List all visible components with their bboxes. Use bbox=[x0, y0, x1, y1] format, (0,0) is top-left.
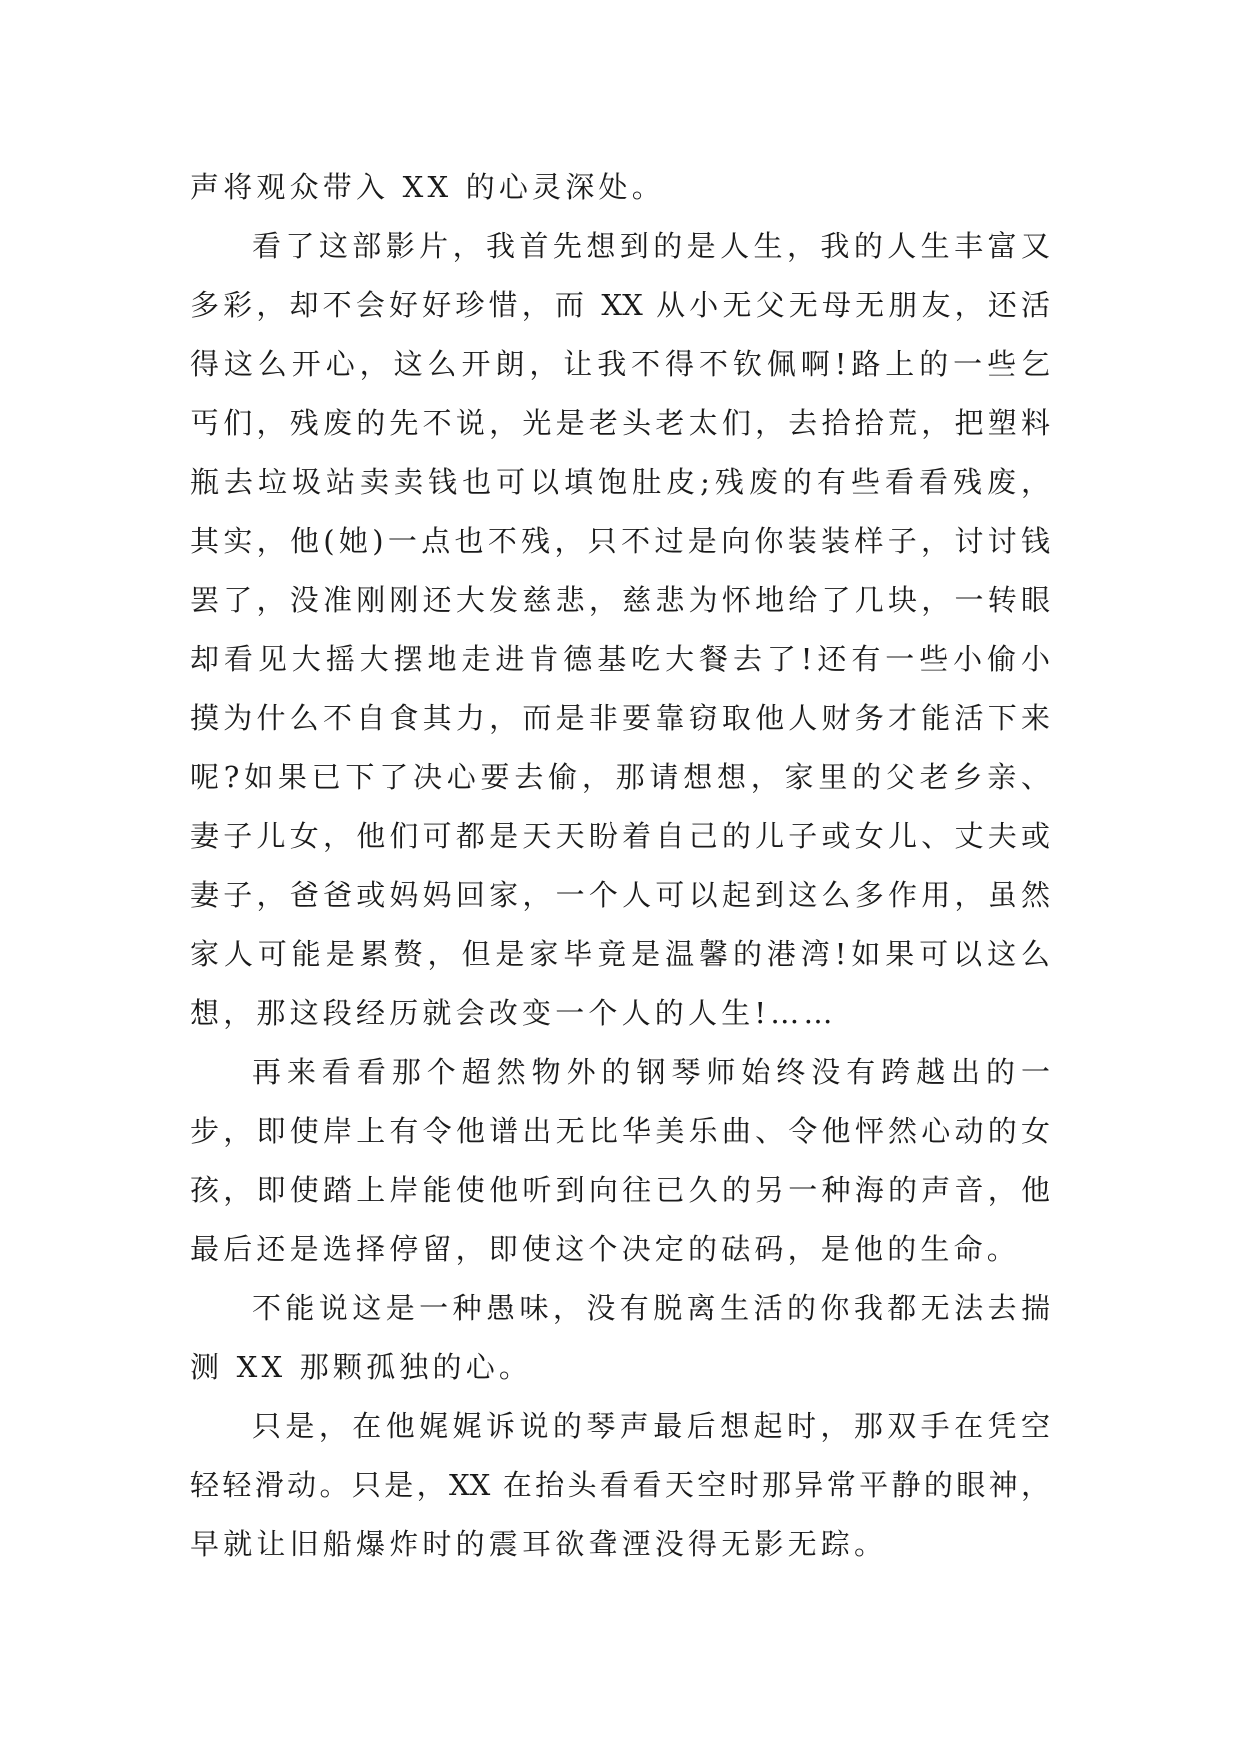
text-line: 步，即使岸上有令他谱出无比华美乐曲、令他怦然心动的女 bbox=[190, 1114, 1050, 1148]
text-line: 呢?如果已下了决心要去偷，那请想想，家里的父老乡亲、 bbox=[190, 760, 1050, 794]
text-line: 却看见大摇大摆地走进肯德基吃大餐去了!还有一些小偷小 bbox=[190, 642, 1050, 676]
text-line: 早就让旧船爆炸时的震耳欲聋湮没得无影无踪。 bbox=[190, 1527, 888, 1561]
text-line: 不能说这是一种愚味，没有脱离生活的你我都无法去揣 bbox=[252, 1291, 1050, 1325]
text-line: 看了这部影片，我首先想到的是人生，我的人生丰富又 bbox=[252, 229, 1050, 263]
text-line: 轻轻滑动。只是，XX 在抬头看看天空时那异常平静的眼神， bbox=[190, 1468, 1050, 1502]
text-line: 其实，他(她)一点也不残，只不过是向你装装样子，讨讨钱 bbox=[190, 524, 1050, 558]
text-line: 只是，在他娓娓诉说的琴声最后想起时，那双手在凭空 bbox=[252, 1409, 1050, 1443]
document-body bbox=[190, 158, 1050, 1574]
text-line: 测 XX 那颗孤独的心。 bbox=[190, 1350, 533, 1384]
text-line: 得这么开心，这么开朗，让我不得不钦佩啊!路上的一些乞 bbox=[190, 347, 1050, 381]
text-line: 最后还是选择停留，即使这个决定的砝码，是他的生命。 bbox=[190, 1232, 1021, 1266]
text-line: 妻子儿女，他们可都是天天盼着自己的儿子或女儿、丈夫或 bbox=[190, 819, 1050, 853]
text-line: 丐们，残废的先不说，光是老头老太们，去拾拾荒，把塑料 bbox=[190, 406, 1050, 440]
text-line: 罢了，没准刚刚还大发慈悲，慈悲为怀地给了几块，一转眼 bbox=[190, 583, 1050, 617]
text-line: 声将观众带入 XX 的心灵深处。 bbox=[190, 170, 665, 204]
text-line: 想，那这段经历就会改变一个人的人生!…… bbox=[190, 996, 837, 1030]
text-line: 孩，即使踏上岸能使他听到向往已久的另一种海的声音，他 bbox=[190, 1173, 1050, 1207]
text-line: 多彩，却不会好好珍惜，而 XX 从小无父无母无朋友，还活 bbox=[190, 288, 1050, 322]
text-line: 摸为什么不自食其力，而是非要靠窃取他人财务才能活下来 bbox=[190, 701, 1050, 735]
text-line: 家人可能是累赘，但是家毕竟是温馨的港湾!如果可以这么 bbox=[190, 937, 1050, 971]
text-line: 再来看看那个超然物外的钢琴师始终没有跨越出的一 bbox=[252, 1055, 1050, 1089]
text-line: 妻子，爸爸或妈妈回家，一个人可以起到这么多作用，虽然 bbox=[190, 878, 1050, 912]
text-line: 瓶去垃圾站卖卖钱也可以填饱肚皮;残废的有些看看残废， bbox=[190, 465, 1050, 499]
